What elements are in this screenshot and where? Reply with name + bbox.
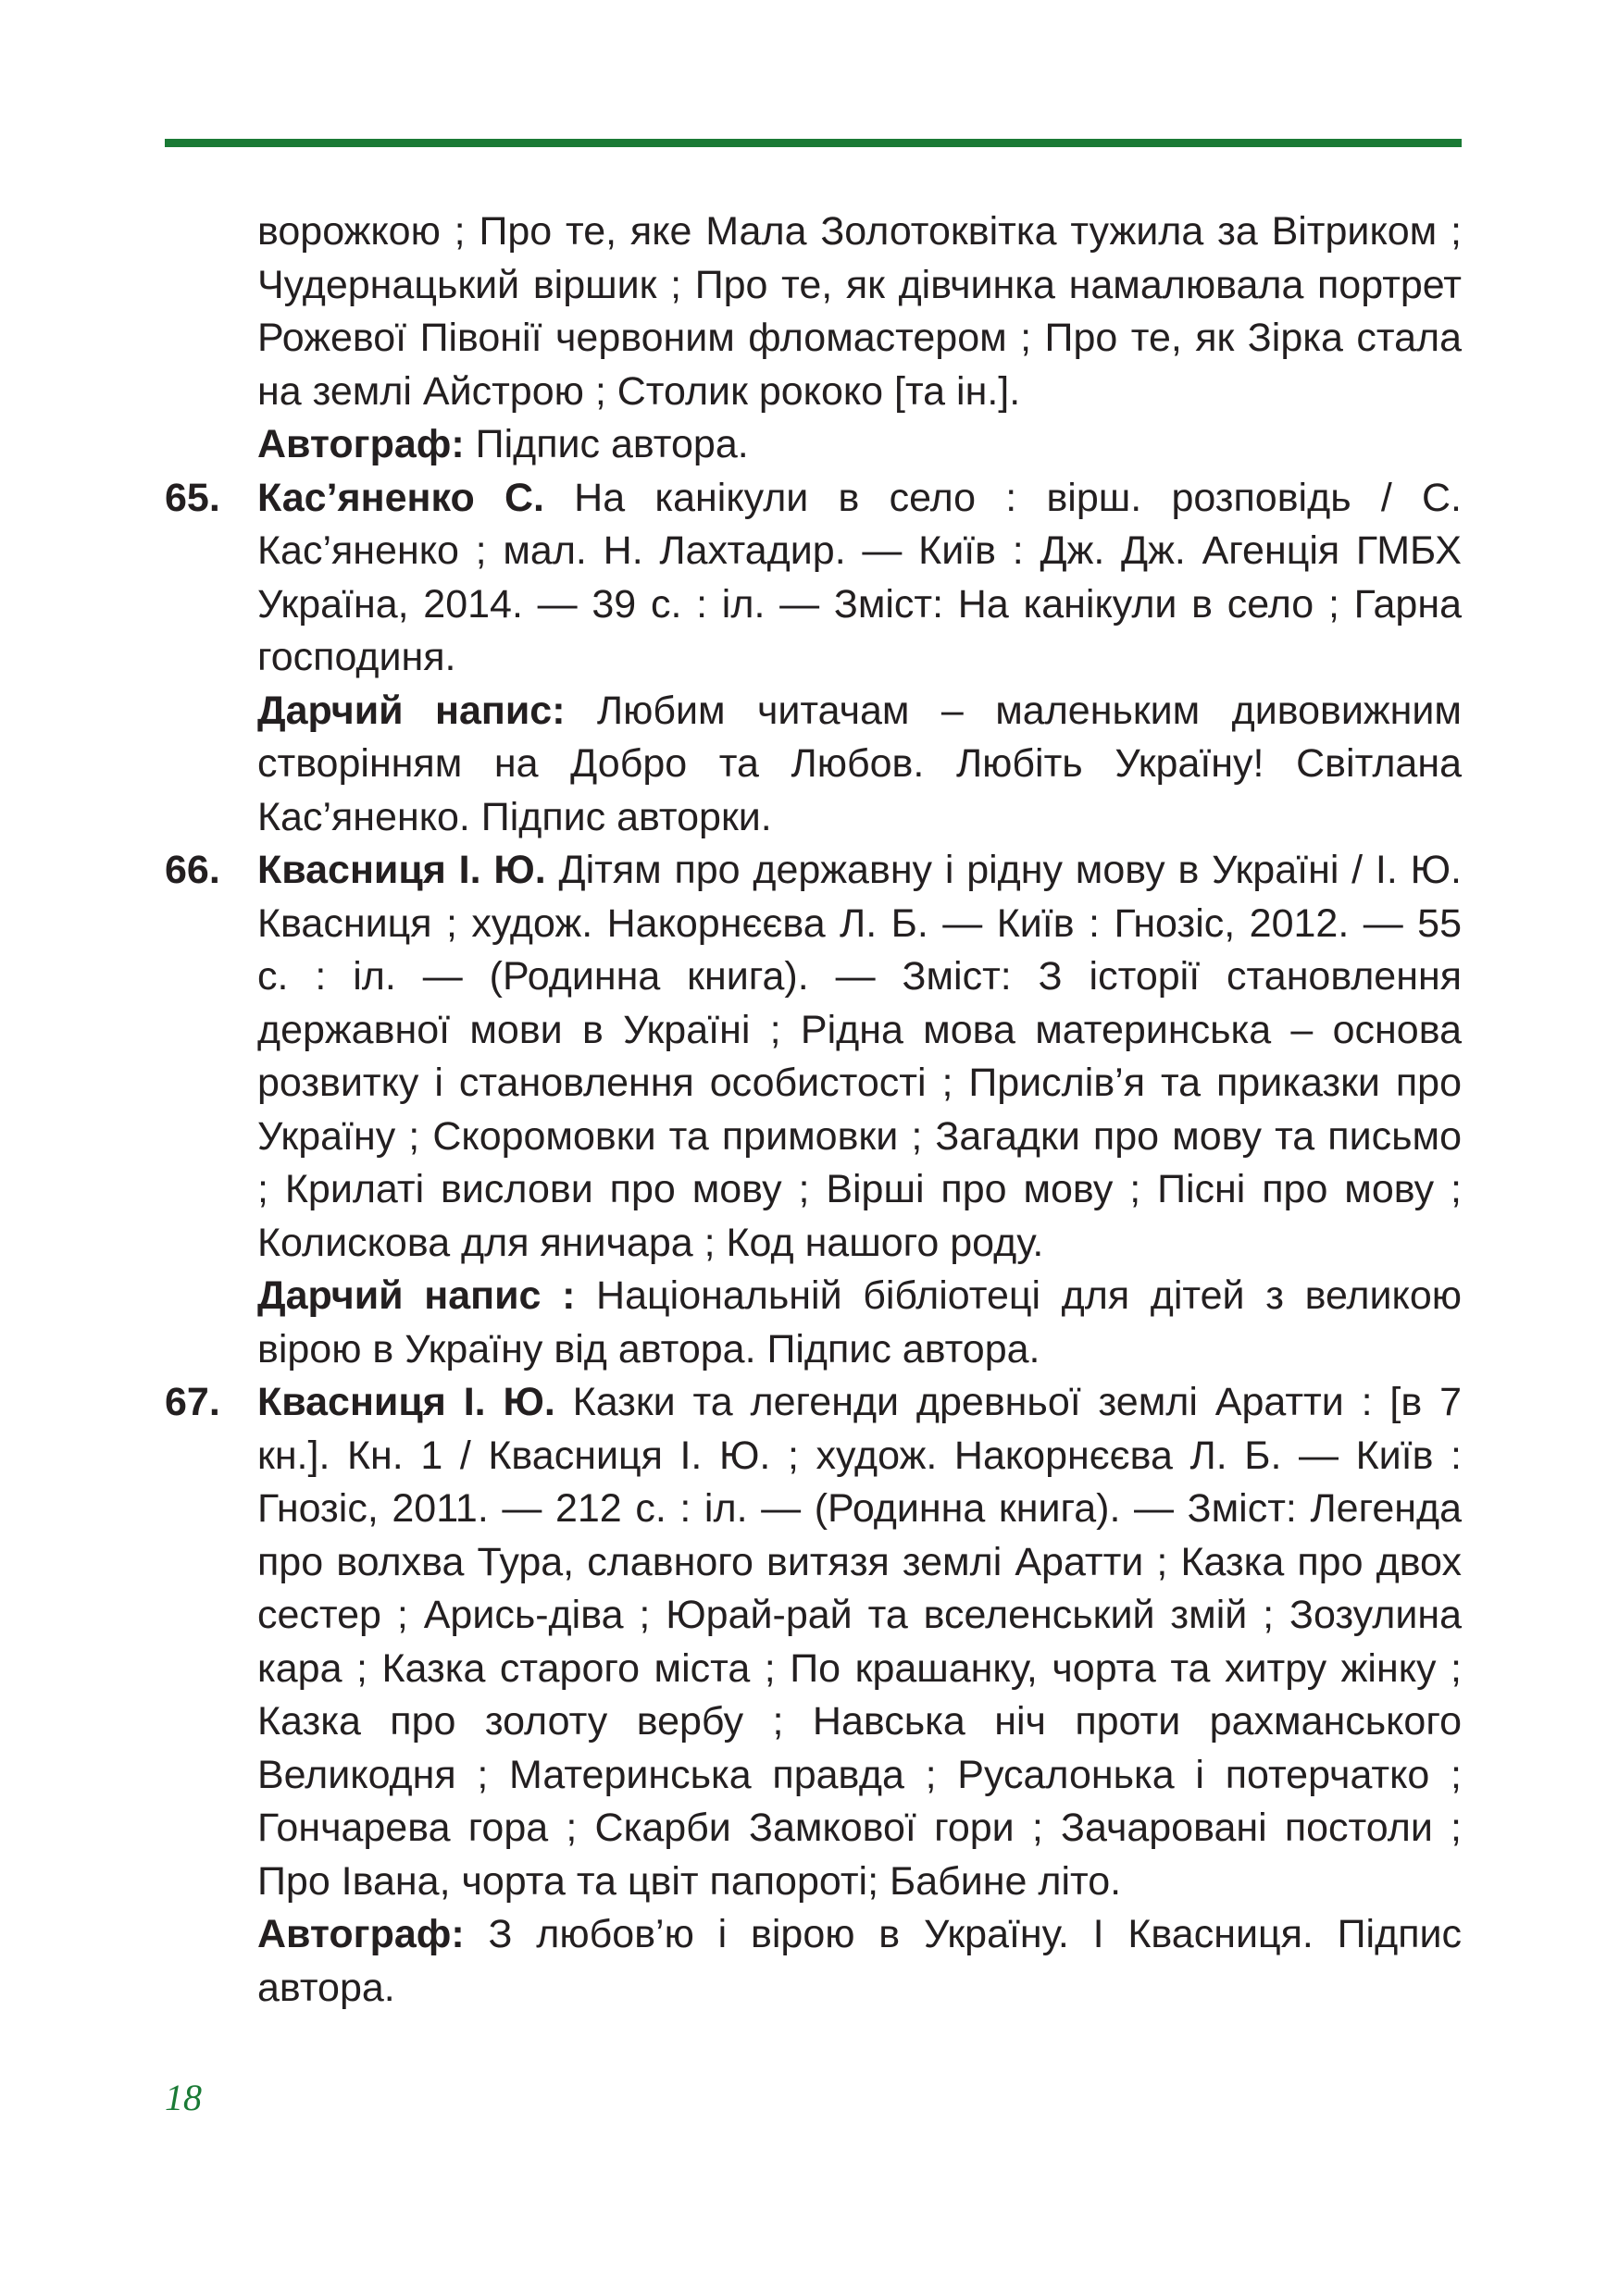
page-number: 18	[165, 2077, 202, 2118]
entry-note	[257, 1908, 1462, 2015]
bibliography-entry	[165, 844, 1462, 1376]
entry-number: 65.	[165, 475, 220, 520]
entry-continuation	[165, 205, 1462, 418]
entry-author: Квасниця І. Ю.	[257, 848, 546, 892]
entry-note	[165, 418, 1462, 472]
entry-author: Кас’яненко С.	[257, 475, 544, 520]
entry-description: Дітям про державну і рідну мову в Україні / І. Ю. Квасниця ; худож. Накорнєєва Л. Б. — Київ : Гнозіс, 2012. — 55 с. : іл. — (Родинна книга). — Зміст: З історії становлення державної мови в Україні ; Рідна мова материнська – основа розвитку і становлення особистості ; Прислів’я та приказки про Україну ; Скоромовки та примовки ; Загадки про мову та письмо ; Крилаті вислови про мову ; Вірші про мову ; Пісні про мову ; Колискова для яничара ; Код нашого роду.	[257, 848, 1463, 1265]
entry-author: Квасниця І. Ю.	[257, 1380, 555, 1424]
entry-body	[257, 472, 1462, 685]
note-label: Автограф:	[257, 422, 465, 466]
entry-body	[257, 844, 1462, 1270]
entry-description: Казки та легенди древньої землі Аратти : [в 7 кн.]. Кн. 1 / Квасниця І. Ю. ; худож. Накорнєєва Л. Б. — Київ : Гнозіс, 2011. — 212 с. : іл. — (Родинна книга). — Зміст: Легенда про волхва Тура, славного витязя землі Аратти ; Казка про двох сестер ; Арись-діва ; Юрай-рай та вселенський змій ; Зозулина кара ; Казка старого міста ; По крашанку, чорта та хитру жінку ; Казка про золоту вербу ; Навська ніч проти рахманського Великодня ; Материнська правда ; Русалонька і потерчатко ; Гончарева гора ; Скарби Замкової гори ; Зачаровані постоли ; Про Івана, чорта та цвіт папороті; Бабине літо.	[257, 1380, 1462, 1904]
note-label: Дарчий напис :	[257, 1273, 576, 1318]
note-text: Любим читачам – маленьким дивовижним створінням на Добро та Любов. Любіть Україну! Світлана Кас’яненко. Підпис авторки.	[257, 688, 1462, 839]
bibliography-entry	[165, 472, 1462, 845]
entry-body	[257, 1376, 1462, 1908]
header-rule	[165, 139, 1462, 147]
note-label: Автограф:	[257, 1912, 465, 1956]
note-text: Національній бібліотеці для дітей з великою вірою в Україну від автора. Підпис автора.	[257, 1273, 1463, 1371]
entry-note	[257, 685, 1462, 845]
entry-number: 66.	[165, 848, 220, 892]
entry-description: ворожкою ; Про те, яке Мала Золотоквітка тужила за Вітриком ; Чудернацький віршик ; Про те, як дівчинка намалювала портрет Рожевої Півонії червоним фломастером ; Про те, як Зірка стала на землі Айстрою ; Столик рококо [та ін.].	[257, 209, 1462, 414]
entry-description: На канікули в село : вірш. розповідь / С. Кас’яненко ; мал. Н. Лахтадир. — Київ : Дж. Дж. Агенція ГМБХ Україна, 2014. — 39 с. : іл. — Зміст: На канікули в село ; Гарна господиня.	[257, 475, 1462, 679]
bibliography-list	[165, 205, 1462, 2015]
note-text: Підпис автора.	[464, 422, 749, 466]
note-text: З любов’ю і вірою в Україну. І Квасниця. Підпис автора.	[257, 1912, 1462, 2010]
note-label: Дарчий напис:	[257, 688, 566, 733]
bibliography-entry	[165, 1376, 1462, 2015]
entry-note	[257, 1270, 1462, 1376]
entry-number: 67.	[165, 1380, 220, 1424]
